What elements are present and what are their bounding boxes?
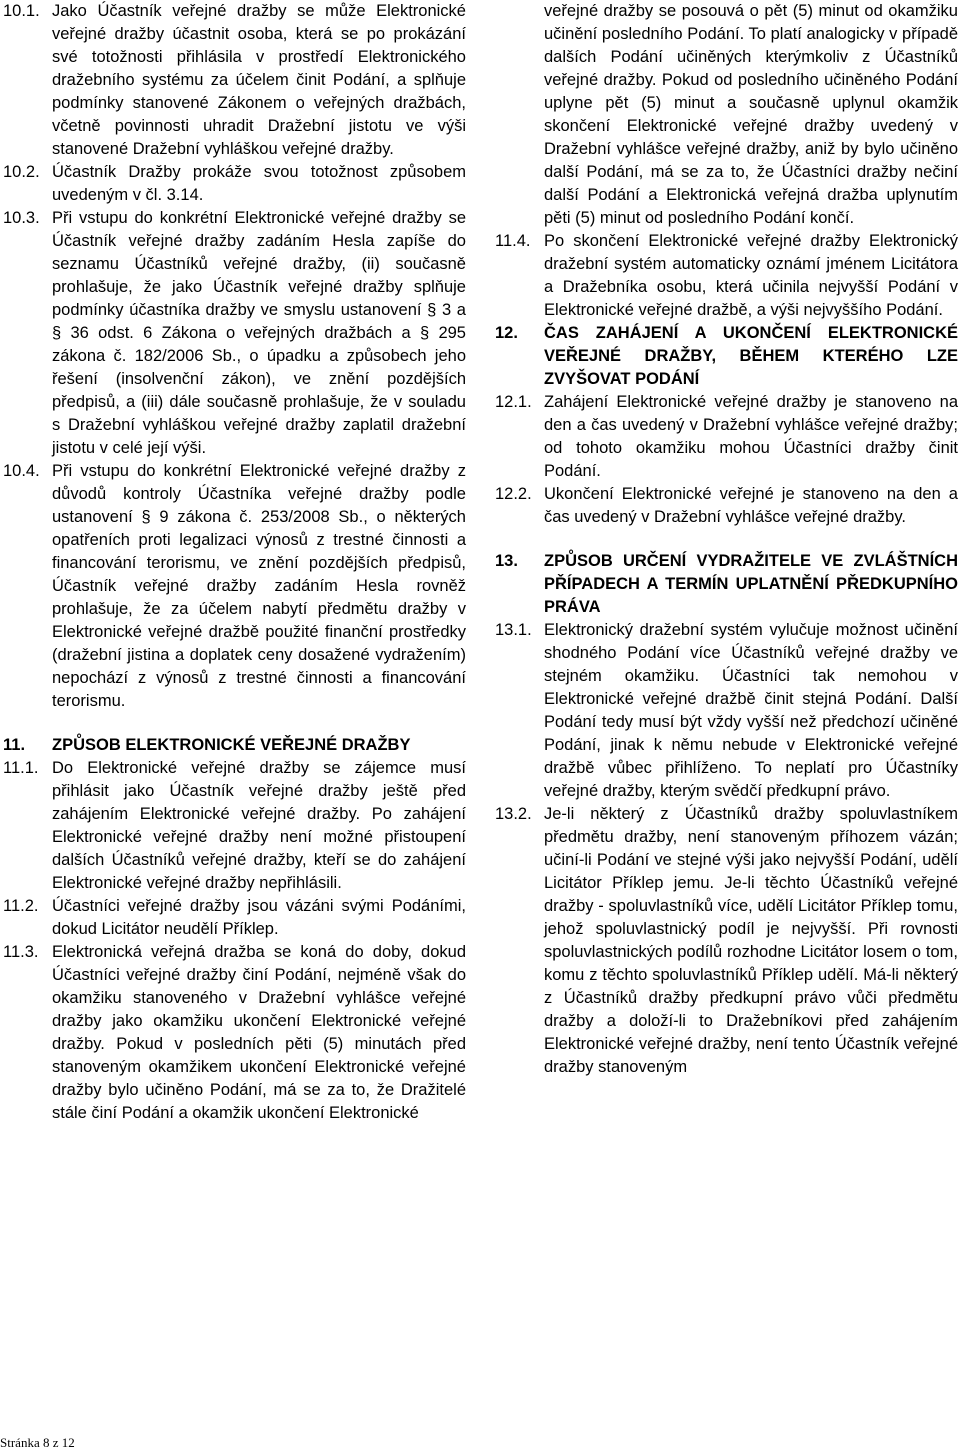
heading-text: ČAS ZAHÁJENÍ A UKONČENÍ ELEKTRONICKÉ VEŘEJNÉ DRAŽBY, BĚHEM KTERÉHO LZE ZVYŠOVAT PODÁNÍ	[544, 324, 958, 388]
paragraph-text: Do Elektronické veřejné dražby se zájemce musí přihlásit jako Účastník veřejné dražby ještě před zahájením Elektronické veřejné dražby. Po zahájení Elektronické veřejné dražby není možné přistoupení dalších Účastníků veřejné dražby, kteří se do zahájení Elektronické veřejné dražby nepřihlásili.	[52, 759, 466, 892]
paragraph	[3, 941, 466, 1125]
paragraph-number: 11.1.	[3, 759, 39, 777]
paragraph	[3, 161, 466, 207]
paragraph-text: veřejné dražby se posouvá o pět (5) minut od okamžiku učinění posledního Podání. To platí analogicky v případě dalších Podání učiněných kterýmkoliv z Účastníků veřejné dražby. Pokud od posledního učiněného Podání uplyne pět (5) minut a současně uplynul okamžik skončení Elektronické veřejné dražby uvedený v Dražební vyhlášce veřejné dražby, aniž by bylo učiněno další Podání, má se za to, že Účastníci dražby nečiní další Podání a Elektronická veřejná dražba uplynutím pěti (5) minut od posledního Podání končí.	[544, 2, 958, 227]
heading-text: ZPŮSOB ELEKTRONICKÉ VEŘEJNÉ DRAŽBY	[52, 736, 411, 754]
left-column	[3, 0, 466, 1125]
paragraph-text: Při vstupu do konkrétní Elektronické veřejné dražby z důvodů kontroly Účastníka veřejné dražby podle ustanovení § 9 zákona č. 253/2008 Sb., o některých opatřeních proti legalizaci výnosů z trestné činnosti a financování terorismu, ve znění pozdějších předpisů, Účastník veřejné dražby zadáním Hesla rovněž prohlašuje, že za účelem nabytí předmětu dražby v Elektronické veřejné dražbě použité finanční prostředky (dražební jistina a doplatek ceny dosažené vydražením) nepochází z výnosů z trestné činnosti a financování terorismu.	[52, 462, 466, 710]
paragraph	[495, 391, 958, 483]
paragraph-text: Účastníci veřejné dražby jsou vázáni svými Podáními, dokud Licitátor neudělí Příklep.	[52, 897, 466, 938]
paragraph-text: Elektronická veřejná dražba se koná do doby, dokud Účastníci veřejné dražby činí Podání, nejméně však do okamžiku stanoveného v Dražební vyhlášce veřejné dražby jako okamžiku ukončení Elektronické veřejné dražby. Pokud v posledních pěti (5) minutách před stanoveným okamžikem ukončení Elektronické veřejné dražby bylo učiněno Podání, má se za to, že Dražitelé stále činí Podání a okamžik ukončení Elektronické	[52, 943, 466, 1122]
paragraph-number: 13.1.	[495, 621, 532, 639]
paragraph-text: Po skončení Elektronické veřejné dražby Elektronický dražební systém automaticky oznámí jménem Licitátora a Dražebníka osobu, která učinila nejvyšší Podání v Elektronické veřejné dražbě, a výši nejvyššího Podání.	[544, 232, 958, 319]
paragraph-text: Jako Účastník veřejné dražby se může Elektronické veřejné dražby účastnit osoba, která se po prokázání své totožnosti přihlásila v prostředí Elektronického dražebního systému za účelem činit Podání, a splňuje podmínky stanovené Zákonem o veřejných dražbách, včetně povinnosti uhradit Dražební jistotu ve výši stanovené Dražební vyhláškou veřejné dražby.	[52, 2, 466, 158]
heading-text: ZPŮSOB URČENÍ VYDRAŽITELE VE ZVLÁŠTNÍCH PŘÍPADECH A TERMÍN UPLATNĚNÍ PŘEDKUPNÍHO PRÁVA	[544, 552, 958, 616]
paragraph	[495, 483, 958, 529]
section-heading	[3, 734, 466, 757]
spacer	[3, 713, 466, 734]
paragraph	[495, 0, 958, 230]
right-column	[495, 0, 958, 1079]
paragraph	[3, 0, 466, 161]
paragraph-text: Zahájení Elektronické veřejné dražby je stanoveno na den a čas uvedený v Dražební vyhlášce veřejné dražby; od tohoto okamžiku mohou Účastníci dražby činit Podání.	[544, 393, 958, 480]
paragraph	[3, 207, 466, 460]
paragraph-number: 13.2.	[495, 805, 532, 823]
paragraph-text: Při vstupu do konkrétní Elektronické veřejné dražby se Účastník veřejné dražby zadáním Hesla zapíše do seznamu Účastníků veřejné dražby, (ii) současně prohlašuje, že jako Účastník veřejné dražby splňuje podmínky účastníka dražby ve smyslu ustanovení § 3 a § 36 odst. 6 Zákona o veřejných dražbách a § 295 zákona č. 182/2006 Sb., o úpadku a způsobech jeho řešení (insolvenční zákon), ve znění pozdějších předpisů, a (iii) dále současně prohlašuje, že v souladu s Dražební vyhláškou veřejné dražby zaplatil dražební jistotu v celé její výši.	[52, 209, 466, 457]
paragraph-number: 10.2.	[3, 163, 40, 181]
paragraph-number: 11.2.	[3, 897, 39, 915]
paragraph-number: 13.	[495, 552, 518, 570]
paragraph-number: 12.2.	[495, 485, 532, 503]
paragraph	[495, 230, 958, 322]
paragraph	[495, 803, 958, 1079]
paragraph-number: 11.	[3, 736, 26, 754]
section-heading	[495, 322, 958, 391]
paragraph	[495, 619, 958, 803]
page-footer: Stránka 8 z 12	[0, 1435, 75, 1450]
paragraph	[3, 460, 466, 713]
paragraph-number: 10.3.	[3, 209, 40, 227]
paragraph-number: 10.4.	[3, 462, 40, 480]
paragraph	[3, 757, 466, 895]
spacer	[495, 529, 958, 550]
paragraph-number: 11.4.	[495, 232, 531, 250]
paragraph-text: Ukončení Elektronické veřejné je stanoveno na den a čas uvedený v Dražební vyhlášce veřejné dražby.	[544, 485, 958, 526]
paragraph-number: 11.3.	[3, 943, 39, 961]
paragraph-text: Elektronický dražební systém vylučuje možnost učinění shodného Podání více Účastníků veřejné dražby ve stejném okamžiku. Účastníci tak nemohou v Elektronické veřejné dražbě činit stejná Podání. Další Podání tedy musí být vždy vyšší než předchozí učiněné Podání, jinak k němu nebude v Elektronické veřejné dražbě vůbec přihlíženo. To neplatí pro Účastníky veřejné dražby, kterým svědčí předkupní právo.	[544, 621, 958, 800]
paragraph-text: Účastník Dražby prokáže svou totožnost způsobem uvedeným v čl. 3.14.	[52, 163, 466, 204]
paragraph-number: 10.1.	[3, 2, 40, 20]
paragraph	[3, 895, 466, 941]
section-heading	[495, 550, 958, 619]
paragraph-number: 12.1.	[495, 393, 532, 411]
paragraph-text: Je-li některý z Účastníků dražby spoluvlastníkem předmětu dražby, není stanoveným příhozem vázán; učiní-li Podání ve stejné výši jako nejvyšší Podání, udělí Licitátor Příklep jemu. Je-li těchto Účastníků veřejné dražby - spoluvlastníků více, udělí Licitátor Příklep tomu, jehož spoluvlastnický podíl je nejvyšší. Při rovnosti spoluvlastnických podílů rozhodne Licitátor losem o tom, komu z těchto spoluvlastníků Příklep udělí. Má-li některý z Účastníků dražby předkupní právo vůči předmětu dražby a doloží-li to Dražebníkovi před zahájením Elektronické veřejné dražby, není tento Účastník veřejné dražby stanoveným	[544, 805, 958, 1076]
paragraph-number: 12.	[495, 324, 518, 342]
